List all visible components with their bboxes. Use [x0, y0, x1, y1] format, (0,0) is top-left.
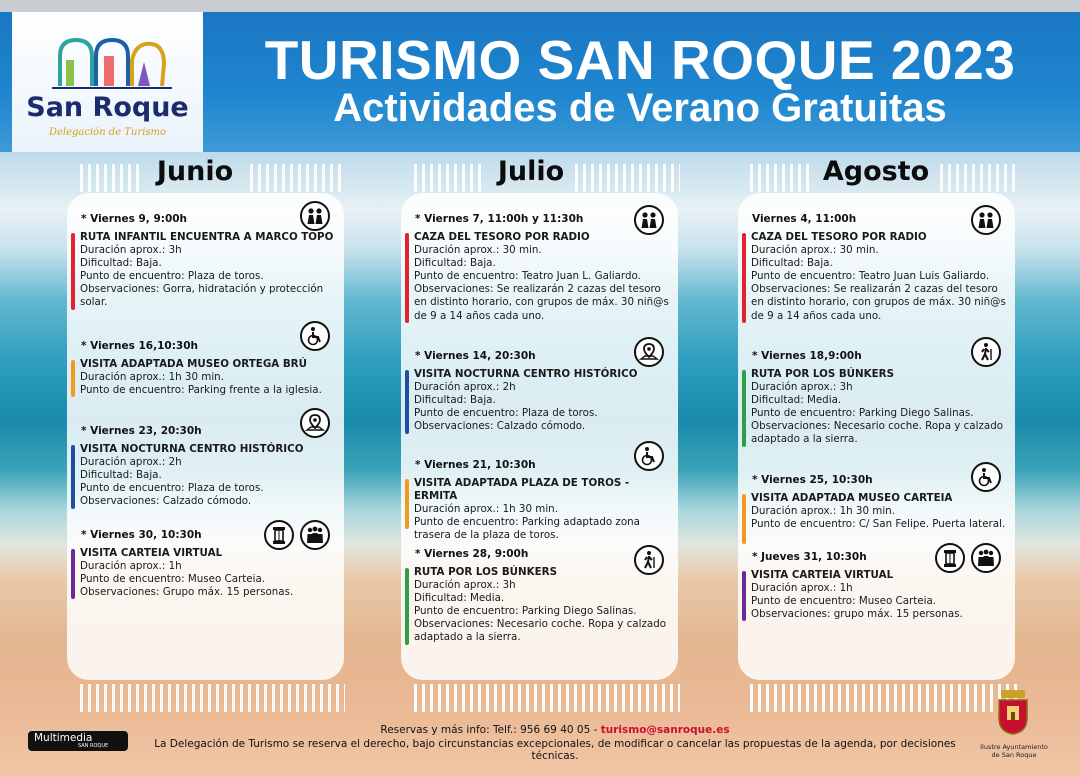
multimedia-sublabel: SAN ROQUE — [78, 743, 109, 749]
crest-label-2: de San Roque — [991, 751, 1037, 759]
logo-box — [12, 12, 203, 152]
event-detail-line: Observaciones: Calzado cómodo. — [414, 420, 586, 433]
event-details — [80, 231, 336, 310]
ticks-decoration — [250, 164, 345, 192]
event-detail-line: Punto de encuentro: Museo Carteia. — [80, 573, 266, 586]
event-detail-line: Duración aprox.: 1h — [751, 582, 853, 595]
event-detail-line: Dificultad: Media. — [414, 592, 505, 605]
event-detail-line: Duración aprox.: 2h — [414, 381, 516, 394]
event-color-bar — [742, 571, 746, 621]
event-detail-line: Punto de encuentro: Parking frente a la iglesia. — [80, 384, 322, 397]
event-details — [751, 492, 1007, 531]
month-column-junio — [67, 193, 344, 680]
logo-name: San Roque — [26, 92, 189, 123]
event-color-bar — [71, 549, 75, 599]
event-color-bar — [405, 568, 409, 645]
event-detail-line: Duración aprox.: 3h — [751, 381, 853, 394]
event-title: VISITA ADAPTADA PLAZA DE TOROS - ERMITA — [414, 477, 630, 503]
event-detail-line: Dificultad: Baja. — [414, 394, 496, 407]
event-detail-line: Punto de encuentro: Museo Carteia. — [751, 595, 937, 608]
event-color-bar — [71, 445, 75, 509]
ticks-decoration — [80, 684, 345, 712]
group-icon — [300, 520, 330, 550]
multimedia-logo — [28, 731, 128, 751]
logo-illustration — [52, 26, 172, 96]
event-details — [80, 358, 336, 397]
event-detail-line: Punto de encuentro: Plaza de toros. — [80, 482, 264, 495]
footer-disclaimer: La Delegación de Turismo se reserva el derecho, bajo circunstancias excepcionales, de modificar o cancelar las propuestas de la agenda, por decisiones técnicas. — [154, 738, 956, 762]
map-pin-icon — [300, 408, 330, 438]
event-date: * Viernes 14, 20:30h — [415, 350, 536, 362]
top-strip — [0, 0, 1080, 12]
footer-contact-email[interactable]: turismo@sanroque.es — [600, 724, 730, 736]
map-pin-icon — [634, 337, 664, 367]
event-detail-line: Punto de encuentro: Teatro Juan L. Galiardo. — [414, 270, 641, 283]
event-date: * Viernes 7, 11:00h y 11:30h — [415, 213, 584, 225]
ticks-decoration — [750, 164, 810, 192]
month-title-julio: Julio — [497, 156, 565, 187]
event-color-bar — [742, 494, 746, 544]
event-detail-line: Duración aprox.: 1h 30 min. — [414, 503, 558, 516]
footer-contact-phone: Reservas y más info: Telf.: 956 69 40 05 - — [380, 724, 601, 736]
event-title: VISITA CARTEIA VIRTUAL — [80, 547, 223, 559]
event-detail-line: Duración aprox.: 2h — [80, 456, 182, 469]
wheelchair-icon — [300, 321, 330, 351]
event-details — [80, 443, 336, 508]
event-color-bar — [742, 233, 746, 323]
event-title: VISITA ADAPTADA MUSEO CARTEIA — [751, 492, 953, 504]
hiker-icon — [971, 337, 1001, 367]
event-title: RUTA POR LOS BÚNKERS — [751, 368, 895, 380]
event-date: * Viernes 18,9:00h — [752, 350, 862, 362]
event-date: * Viernes 16,10:30h — [81, 340, 198, 352]
event-detail-line: Punto de encuentro: Plaza de toros. — [80, 270, 264, 283]
ticks-decoration — [575, 164, 680, 192]
event-title: RUTA POR LOS BÚNKERS — [414, 566, 558, 578]
event-detail-line: Observaciones: grupo máx. 15 personas. — [751, 608, 963, 621]
event-color-bar — [742, 370, 746, 447]
event-detail-line: Observaciones: Gorra, hidratación y protección solar. — [80, 283, 324, 309]
page-subtitle: Actividades de Verano Gratuitas — [333, 86, 947, 130]
ticks-decoration — [750, 684, 1018, 712]
event-detail-line: Observaciones: Necesario coche. Ropa y calzado adaptado a la sierra. — [414, 618, 667, 644]
event-color-bar — [405, 370, 409, 434]
event-detail-line: Observaciones: Calzado cómodo. — [80, 495, 252, 508]
event-detail-line: Punto de encuentro: Parking Diego Salinas. — [751, 407, 974, 420]
event-color-bar — [405, 479, 409, 529]
event-detail-line: Punto de encuentro: C/ San Felipe. Puerta lateral. — [751, 518, 1006, 531]
event-date: * Viernes 28, 9:00h — [415, 548, 529, 560]
event-title: VISITA ADAPTADA MUSEO ORTEGA BRÚ — [80, 358, 307, 370]
event-detail-line: Duración aprox.: 30 min. — [751, 244, 879, 257]
month-title-junio: Junio — [156, 156, 234, 187]
hiker-icon — [634, 545, 664, 575]
event-color-bar — [71, 233, 75, 310]
event-date: * Jueves 31, 10:30h — [752, 551, 867, 563]
event-detail-line: Duración aprox.: 1h 30 min. — [751, 505, 895, 518]
event-detail-line: Dificultad: Baja. — [414, 257, 496, 270]
event-details — [414, 231, 670, 323]
event-date: * Viernes 30, 10:30h — [81, 529, 202, 541]
children-icon — [634, 205, 664, 235]
event-detail-line: Observaciones: Necesario coche. Ropa y calzado adaptado a la sierra. — [751, 420, 1004, 446]
crest-label-1: Ilustre Ayuntamiento — [980, 743, 1048, 751]
event-date: * Viernes 21, 10:30h — [415, 459, 536, 471]
event-color-bar — [405, 233, 409, 323]
event-detail-line: Observaciones: Se realizarán 2 cazas del tesoro en distinto horario, con grupos de máx. 30 niñ@s de 9 a 14 años cada uno. — [414, 283, 669, 322]
event-detail-line: Punto de encuentro: Teatro Juan Luis Galiardo. — [751, 270, 990, 283]
event-color-bar — [71, 360, 75, 397]
event-detail-line: Observaciones: Se realizarán 2 cazas del tesoro en distinto horario, con grupos de máx. 30 niñ@s de 9 a 14 años cada uno. — [751, 283, 1006, 322]
event-details — [414, 368, 670, 433]
event-date: Viernes 4, 11:00h — [752, 213, 857, 225]
ticks-decoration — [414, 684, 680, 712]
event-details — [751, 569, 1007, 621]
event-detail-line: Punto de encuentro: Plaza de toros. — [414, 407, 598, 420]
ticks-decoration — [940, 164, 1018, 192]
event-detail-line: Punto de encuentro: Parking Diego Salinas. — [414, 605, 637, 618]
event-detail-line: Duración aprox.: 1h — [80, 560, 182, 573]
month-column-julio — [401, 193, 678, 680]
event-date: * Viernes 9, 9:00h — [81, 213, 188, 225]
event-title: VISITA NOCTURNA CENTRO HISTÓRICO — [414, 368, 638, 380]
children-icon — [300, 201, 330, 231]
event-title: VISITA CARTEIA VIRTUAL — [751, 569, 894, 581]
event-title: VISITA NOCTURNA CENTRO HISTÓRICO — [80, 443, 304, 455]
event-detail-line: Duración aprox.: 3h — [80, 244, 182, 257]
event-date: * Viernes 25, 10:30h — [752, 474, 873, 486]
group-icon — [971, 543, 1001, 573]
event-detail-line: Dificultad: Baja. — [751, 257, 833, 270]
children-icon — [971, 205, 1001, 235]
multimedia-label: Multimedia — [34, 732, 93, 744]
ticks-decoration — [414, 164, 484, 192]
event-detail-line: Dificultad: Baja. — [80, 257, 162, 270]
ticks-decoration — [80, 164, 140, 192]
column-icon — [935, 543, 965, 573]
event-title: RUTA INFANTIL ENCUENTRA A MARCO TOPO — [80, 231, 334, 243]
event-details — [751, 368, 1007, 447]
event-details — [414, 477, 670, 542]
month-title-agosto: Agosto — [822, 156, 930, 187]
page-title: TURISMO SAN ROQUE 2023 — [264, 29, 1016, 91]
event-detail-line: Dificultad: Baja. — [80, 469, 162, 482]
event-detail-line: Dificultad: Media. — [751, 394, 842, 407]
event-details — [751, 231, 1007, 323]
event-title: CAZA DEL TESORO POR RADIO — [414, 231, 590, 243]
event-detail-line: Duración aprox.: 1h 30 min. — [80, 371, 224, 384]
event-details — [414, 566, 670, 645]
month-column-agosto — [738, 193, 1015, 680]
town-crest-icon — [995, 688, 1031, 736]
event-detail-line: Duración aprox.: 3h — [414, 579, 516, 592]
wheelchair-icon — [634, 441, 664, 471]
event-title: CAZA DEL TESORO POR RADIO — [751, 231, 927, 243]
event-detail-line: Observaciones: Grupo máx. 15 personas. — [80, 586, 294, 599]
footer-contact — [130, 724, 980, 736]
event-detail-line: Punto de encuentro: Parking adaptado zona trasera de la plaza de toros. — [414, 516, 640, 542]
wheelchair-icon — [971, 462, 1001, 492]
column-icon — [264, 520, 294, 550]
event-date: * Viernes 23, 20:30h — [81, 425, 202, 437]
logo-subtitle: Delegación de Turismo — [48, 127, 167, 138]
event-detail-line: Duración aprox.: 30 min. — [414, 244, 542, 257]
event-details — [80, 547, 336, 599]
